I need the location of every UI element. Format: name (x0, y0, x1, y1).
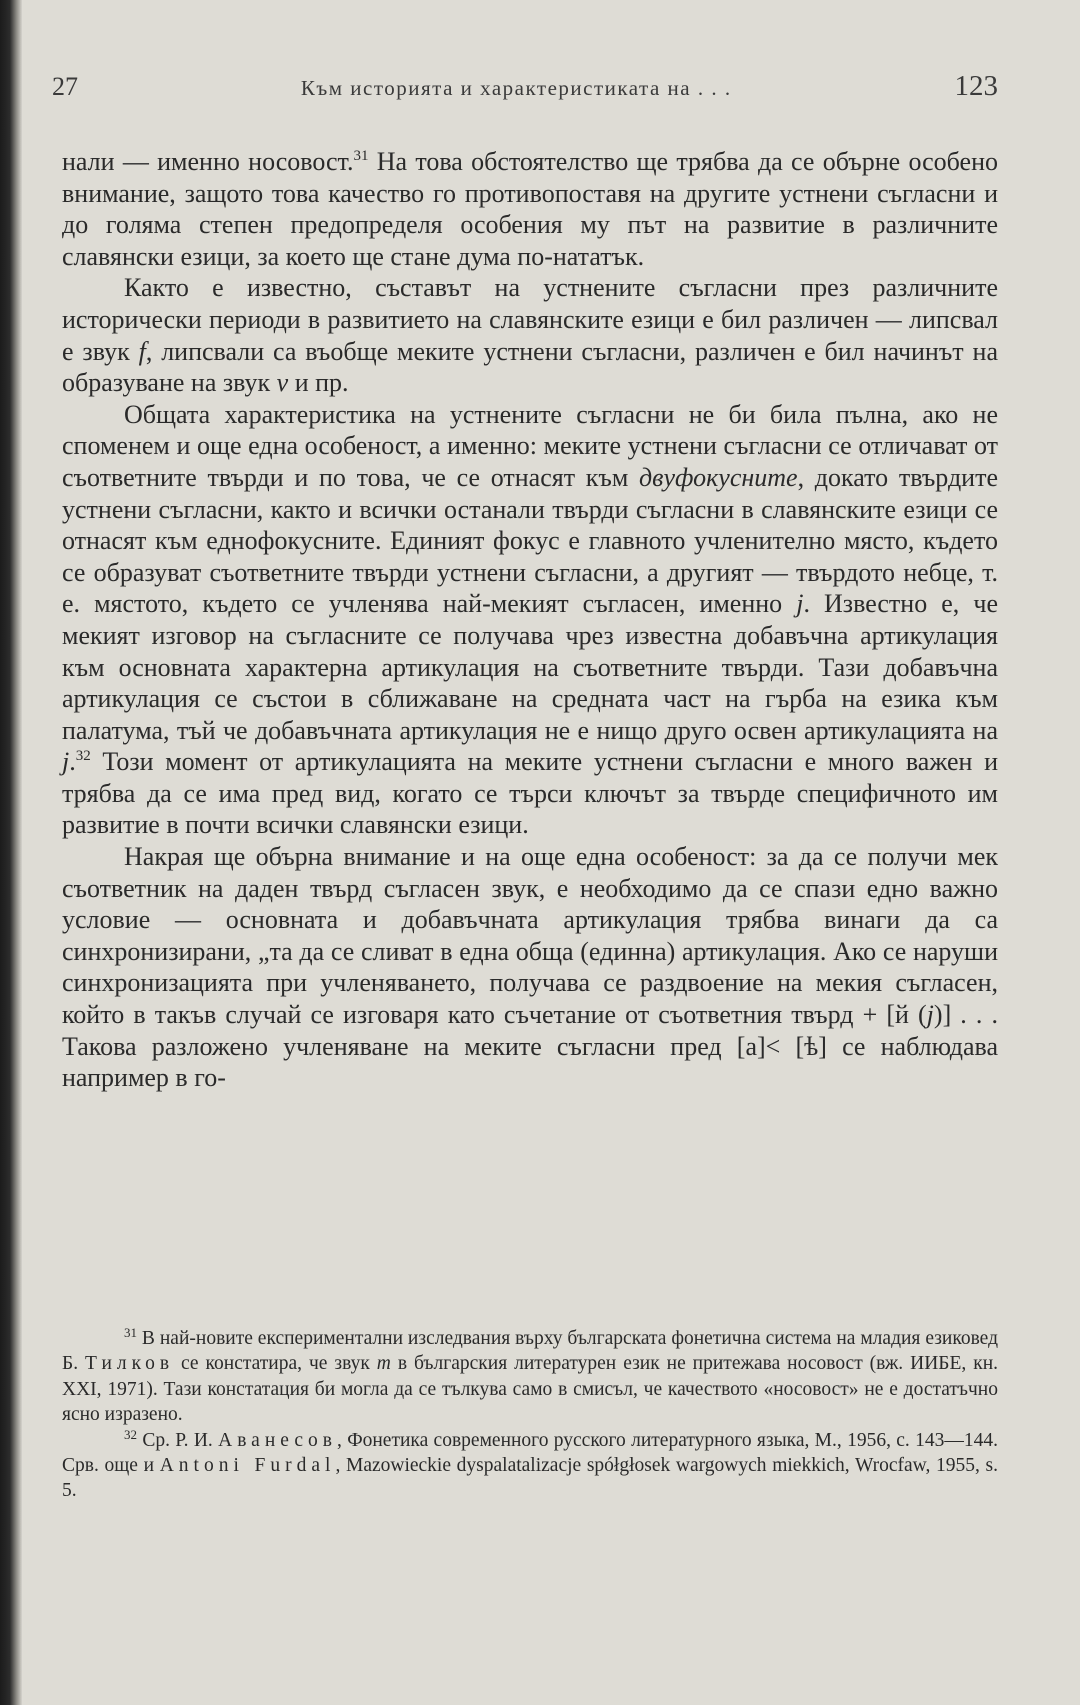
footnote-31: $^{31}$ В най-новите експериментални изследвания върху българската фонетична система на младия езиковед Б. Тилков се констатира, че звук m в българския литературен език не притежава носовост (вж. ИИБЕ, кн. XXI, 1971). Тази констатация би могла да се тълкува само в смисъл, че качеството «носовост» не е достатъчно ясно изразено. (62, 1325, 999, 1426)
footnotes (62, 1326, 998, 1504)
header-left-number: 27 (52, 72, 78, 101)
paragraph-3: Общата характеристика на устнените съгласни не би била пълна, ако не споменем и още една особеност, а именно: меките устнени съгласни се отличават от съответните твърди и по това, че се отнасят към двуфокусните, докато твърдите устнени съгласни, както и всички останали твърди съгласни в славянските езици се отнасят към еднофокусните. Единият фокус е главното учленително място, където се образуват съответните твърди устнени съгласни, а другият — твърдото небце, т. е. мястото, където се учленява най-мекият съгласен, именно j. Известно е, че мекият изговор на съгласните се получава чрез известна добавъчна артикулация към основната характерна артикулация на съответните твърди. Тази добавъчна артикулация се състои в сближаване на средната част на гърба на езика към палатума, тъй че добавъчната артикулация не е нищо друго освен артикулацията на j.$^{32}$ Този момент от артикулацията на меките устнени съгласни е много важен и трябва да се има пред вид, когато се търси ключът за твърде специфичното им развитие в почти всички славянски езици. (62, 399, 998, 840)
running-title: Към историята и характеристиката на . . . (300, 76, 732, 100)
paragraph-1: нали — именно носовост.$^{31}$ На това обстоятелство ще трябва да се обърне особено внимание, защото това качество го противопоставя на другите устнени съгласни и до голяма степен предопределя особения му път на развитие в различните славянски езици, за което ще стане дума по-нататък. (62, 147, 998, 271)
footnote-ref-31: 31 (353, 148, 369, 164)
footnote-ref-32: 32 (75, 748, 91, 765)
book-spine-shadow (0, 0, 22, 1705)
footnote-32: $^{32}$ Ср. Р. И. Аванесов, Фонетика современного русского литературного языка, М., 1956, с. 143—144. Срв. още и Antoni Furdal, Mazowieckie dyspalatalizacje spółgłosek wargowych miekkich, Wrocfaw, 1955, s. 5. (62, 1426, 998, 1502)
body-text (62, 146, 998, 1094)
running-header (52, 70, 998, 110)
paragraph-4: Накрая ще обърна внимание и на още една особеност: за да се получи мек съответник на даден твърд съгласен звук, е необходимо да се спази едно важно условие — основната и добавъчната артикулация трябва винаги да са синхронизирани, „та да се сливат в една обща (единна) артикулация. Ако се наруши синхронизацията при учленяването, получава се раздвоение на мекия съгласен, който в такъв случай се изговаря като съчетание от съответния твърд + [й (j)] . . . Такова разложено учленяване на меките съгласни пред [а]< [ѣ] се наблюдава например в го- (62, 842, 998, 1093)
paragraph-2: Както е известно, съставът на устнените съгласни през различните исторически периоди в развитието на славянските езици е бил различен — липсвал е звук f, липсвали са въобще меките устнени съгласни, различен е бил начинът на образуване на звук v и пр. (62, 273, 998, 398)
page-number: 123 (954, 70, 998, 102)
